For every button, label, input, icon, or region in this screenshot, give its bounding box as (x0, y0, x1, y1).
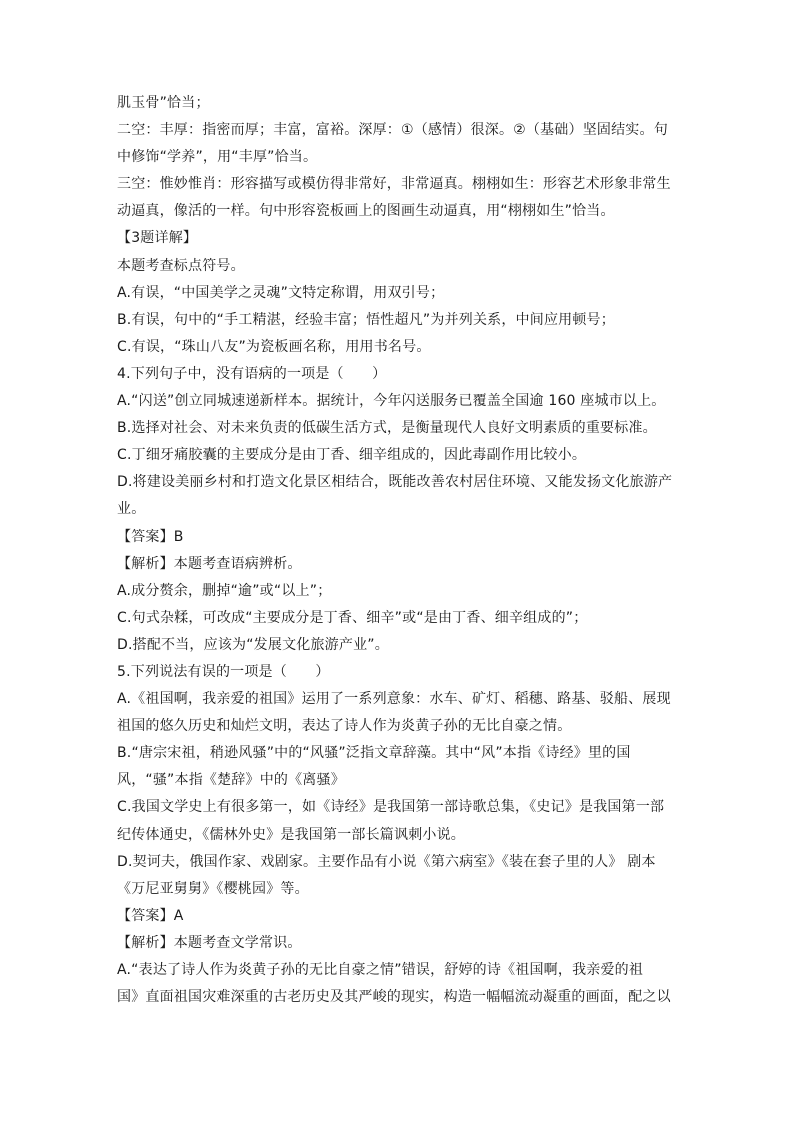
option-b: B.“唐宗宋祖，稍逊风骚”中的“风骚”泛指文章辞藻。其中“风”本指《诗经》里的国 (117, 745, 631, 762)
option-b: B.选择对社会、对未来负责的低碳生活方式，是衡量现代人良好文明素质的重要标准。 (117, 420, 657, 437)
option-c: C.我国文学史上有很多第一，如《诗经》是我国第一部诗歌总集，《史记》是我国第一部 (117, 799, 665, 816)
text-line: 中修饰“学养”，用“丰厚”恰当。 (117, 149, 318, 166)
text-line: A.有误，“中国美学之灵魂”文特定称谓，用双引号； (117, 284, 445, 301)
text-line: 风，“骚”本指《楚辞》中的《离骚》 (117, 772, 345, 789)
text-line: 动逼真，像活的一样。句中形容瓷板画上的图画生动逼真，用“栩栩如生”恰当。 (117, 203, 615, 220)
option-a: A.《祖国啊，我亲爱的祖国》运用了一系列意象：水车、矿灯、稻穗、路基、驳船、展现 (117, 691, 671, 708)
text-line: A.“表达了诗人作为炎黄子孙的无比自豪之情”错误，舒婷的诗《祖国啊，我亲爱的祖 (117, 962, 644, 978)
question-stem: 5.下列说法有误的一项是（ ） (117, 663, 330, 680)
text-line: C.句式杂糅，可改成“主要成分是丁香、细辛”或“是由丁香、细辛组成的”； (117, 609, 588, 626)
document-page (117, 90, 677, 1011)
text-line: B.有误，句中的“手工精湛，经验丰富；悟性超凡”为并列关系，中间应用顿号； (117, 311, 615, 328)
text-line: 祖国的悠久历史和灿烂文明，表达了诗人作为炎黄子孙的无比自豪之情。 (117, 718, 572, 735)
option-d: D.将建设美丽乡村和打造文化景区相结合，既能改善农村居住环境、又能发扬文化旅游产 (117, 474, 673, 491)
analysis-label: 【解析】本题考查文学常识。 (117, 934, 302, 951)
text-line: 肌玉骨”恰当； (117, 95, 210, 111)
text-line: 国》直面祖国灾难深重的古老历史及其严峻的现实，构造一幅幅流动凝重的画面，配之以 (117, 989, 671, 1006)
text-line: 三空：惟妙惟肖：形容描写或模仿得非常好，非常逼真。栩栩如生：形容艺术形象非常生 (117, 176, 671, 193)
text-line: 本题考查标点符号。 (117, 257, 245, 274)
text-line: D.搭配不当，应该为“发展文化旅游产业”。 (117, 636, 389, 653)
text-line: A.成分赘余，删掉“逾”或“以上”； (117, 582, 332, 599)
text-line: C.有误，“珠山八友”为瓷板画名称，用用书名号。 (117, 338, 431, 355)
analysis-label: 【解析】本题考查语病辨析。 (117, 555, 302, 572)
option-c: C.丁细牙痛胶囊的主要成分是由丁香、细辛组成的，因此毒副作用比较小。 (117, 447, 587, 464)
question-stem: 4.下列句子中，没有语病的一项是（ ） (117, 365, 387, 382)
option-a: A.“闪送”创立同城速递新样本。据统计，今年闪送服务已覆盖全国逾 160 座城市以上。 (117, 393, 666, 410)
answer-label: 【答案】B (117, 528, 184, 545)
text-line: 纪传体通史，《儒林外史》是我国第一部长篇讽刺小说。 (117, 826, 465, 843)
option-d: D.契诃夫，俄国作家、戏剧家。主要作品有小说《第六病室》《装在套子里的人》 剧本 (117, 853, 656, 870)
text-line: 二空：丰厚：指密而厚；丰富，富裕。深厚：①（感情）很深。②（基础）坚固结实。句 (117, 122, 668, 139)
section-heading: 【3题详解】 (117, 230, 198, 247)
answer-label: 【答案】A (117, 907, 184, 924)
text-line: 业。 (117, 501, 146, 518)
text-line: 《万尼亚舅舅》《樱桃园》等。 (117, 880, 309, 897)
